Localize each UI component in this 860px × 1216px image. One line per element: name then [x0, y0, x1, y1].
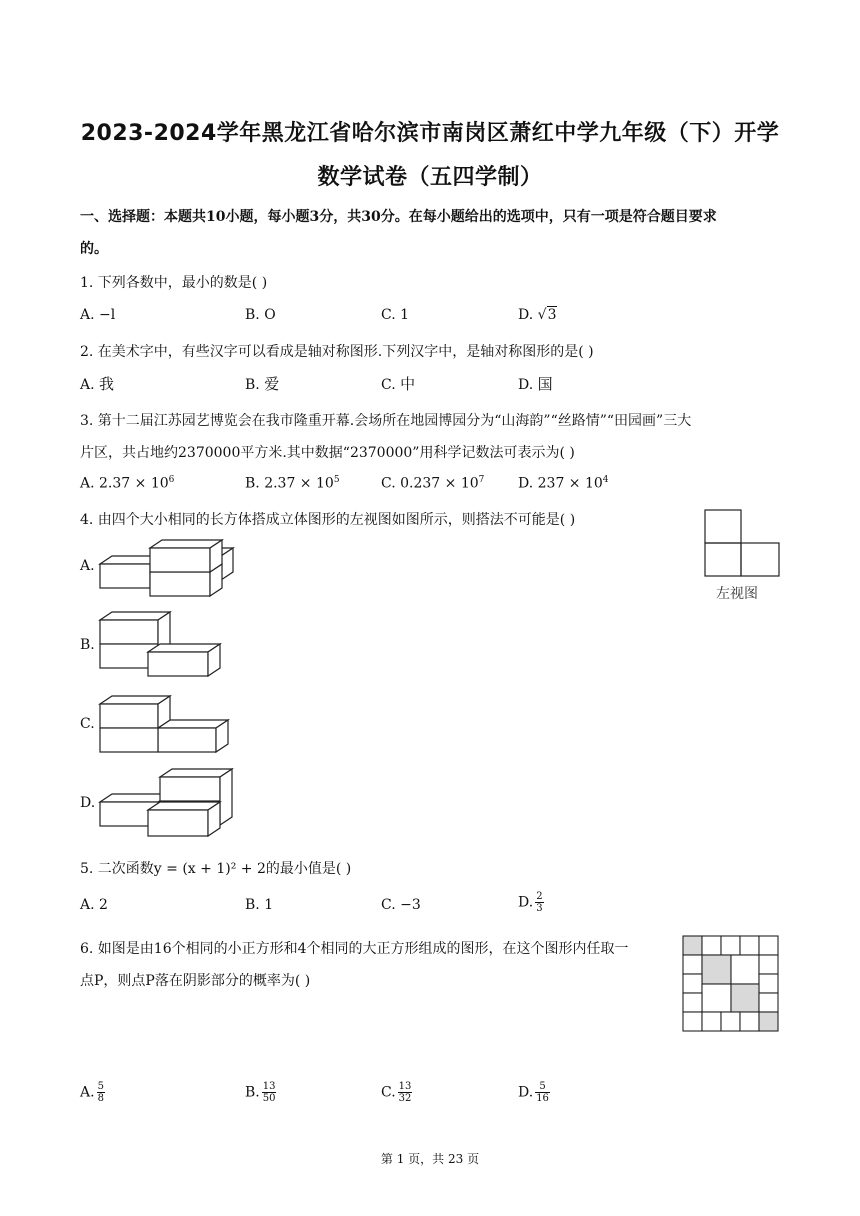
page-title-line2: 数学试卷（五四学制）: [317, 165, 543, 190]
q6-option-a: A. $\frac{5}{8}$: [80, 1081, 104, 1104]
q1-option-d: D. √3: [518, 307, 557, 323]
q1-option-c: C. 1: [381, 307, 410, 323]
q4-figure-b: [98, 610, 228, 680]
q3-option-b: B. $2.37 \times 10^5$: [245, 475, 340, 492]
q2-option-c: C. 中: [381, 375, 416, 393]
q2-option-a: A. 我: [80, 375, 115, 393]
q3-stem-line1: 3. 第十二届江苏园艺博览会在我市隆重开幕.会场所在地园博园分为“山海韵”“丝路情”“田园画”三大: [80, 413, 692, 429]
q5-option-c: C. −3: [381, 897, 421, 913]
q3-option-d: D. $237 \times 10^4$: [518, 475, 609, 492]
q3-option-c: C. $0.237 \times 10^7$: [381, 475, 485, 492]
q6-option-d: D. $\frac{5}{16}$: [518, 1081, 549, 1104]
q6-stem-line1: 6. 如图是由16个相同的小正方形和4个相同的大正方形组成的图形，在这个图形内任取一: [80, 941, 629, 957]
q1-radicand: 3: [547, 307, 557, 323]
q4-figure-a: [98, 535, 238, 597]
q3-stem-line2: 片区，共占地约2370000平方米.其中数据“2370000”用科学记数法可表示为( ): [80, 445, 575, 461]
q2-option-b: B. 爱: [245, 375, 280, 393]
q6-stem-line2: 点P，则点P落在阴影部分的概率为( ): [80, 973, 311, 989]
q2-char-a: 我: [99, 375, 115, 393]
q6-grid-figure: [683, 936, 779, 1032]
q5-option-b: B. 1: [245, 897, 274, 913]
q4-option-d-label: D.: [80, 795, 96, 811]
q1-stem: 1. 下列各数中，最小的数是( ): [80, 275, 268, 291]
q6-option-c: C. $\frac{13}{32}$: [381, 1081, 412, 1104]
section-heading: 一、选择题：本题共10小题，每小题3分，共30分。在每小题给出的选项中，只有一项是符合题目要求: [80, 209, 717, 225]
section-heading-cont: 的。: [80, 241, 108, 257]
q4-stem: 4. 由四个大小相同的长方体搭成立体图形的左视图如图所示，则搭法不可能是( ): [80, 512, 576, 528]
q2-char-d: 国: [537, 375, 553, 393]
q2-char-c: 中: [400, 375, 416, 393]
left-view-caption: 左视图: [716, 586, 758, 602]
q5-option-d: D. $\frac{2}{3}$: [518, 891, 543, 914]
q3-option-a: A. $2.37 \times 10^6$: [80, 475, 175, 492]
q1-option-a: A. −l: [80, 307, 116, 323]
q5-stem: 5. 二次函数y = (x + 1)² + 2的最小值是( ): [80, 861, 352, 877]
page-footer: 第 1 页，共 23 页: [380, 1152, 480, 1166]
q5-option-a: A. 2: [80, 897, 108, 913]
q1-option-b: B. O: [245, 307, 276, 323]
q2-char-b: 爱: [264, 375, 280, 393]
q4-option-a-label: A.: [80, 558, 95, 574]
q4-figure-d: [98, 765, 238, 839]
q4-option-b-label: B.: [80, 637, 95, 653]
q6-option-b: B. $\frac{13}{50}$: [245, 1081, 276, 1104]
page-title-line1: 2023-2024学年黑龙江省哈尔滨市南岗区萧红中学九年级（下）开学: [80, 121, 780, 146]
q2-option-d: D. 国: [518, 375, 553, 393]
q4-option-c-label: C.: [80, 716, 95, 732]
q4-figure-c: [98, 692, 228, 756]
q2-stem: 2. 在美术字中，有些汉字可以看成是轴对称图形.下列汉字中，是轴对称图形的是( ): [80, 344, 594, 360]
left-view-figure: [704, 509, 782, 579]
